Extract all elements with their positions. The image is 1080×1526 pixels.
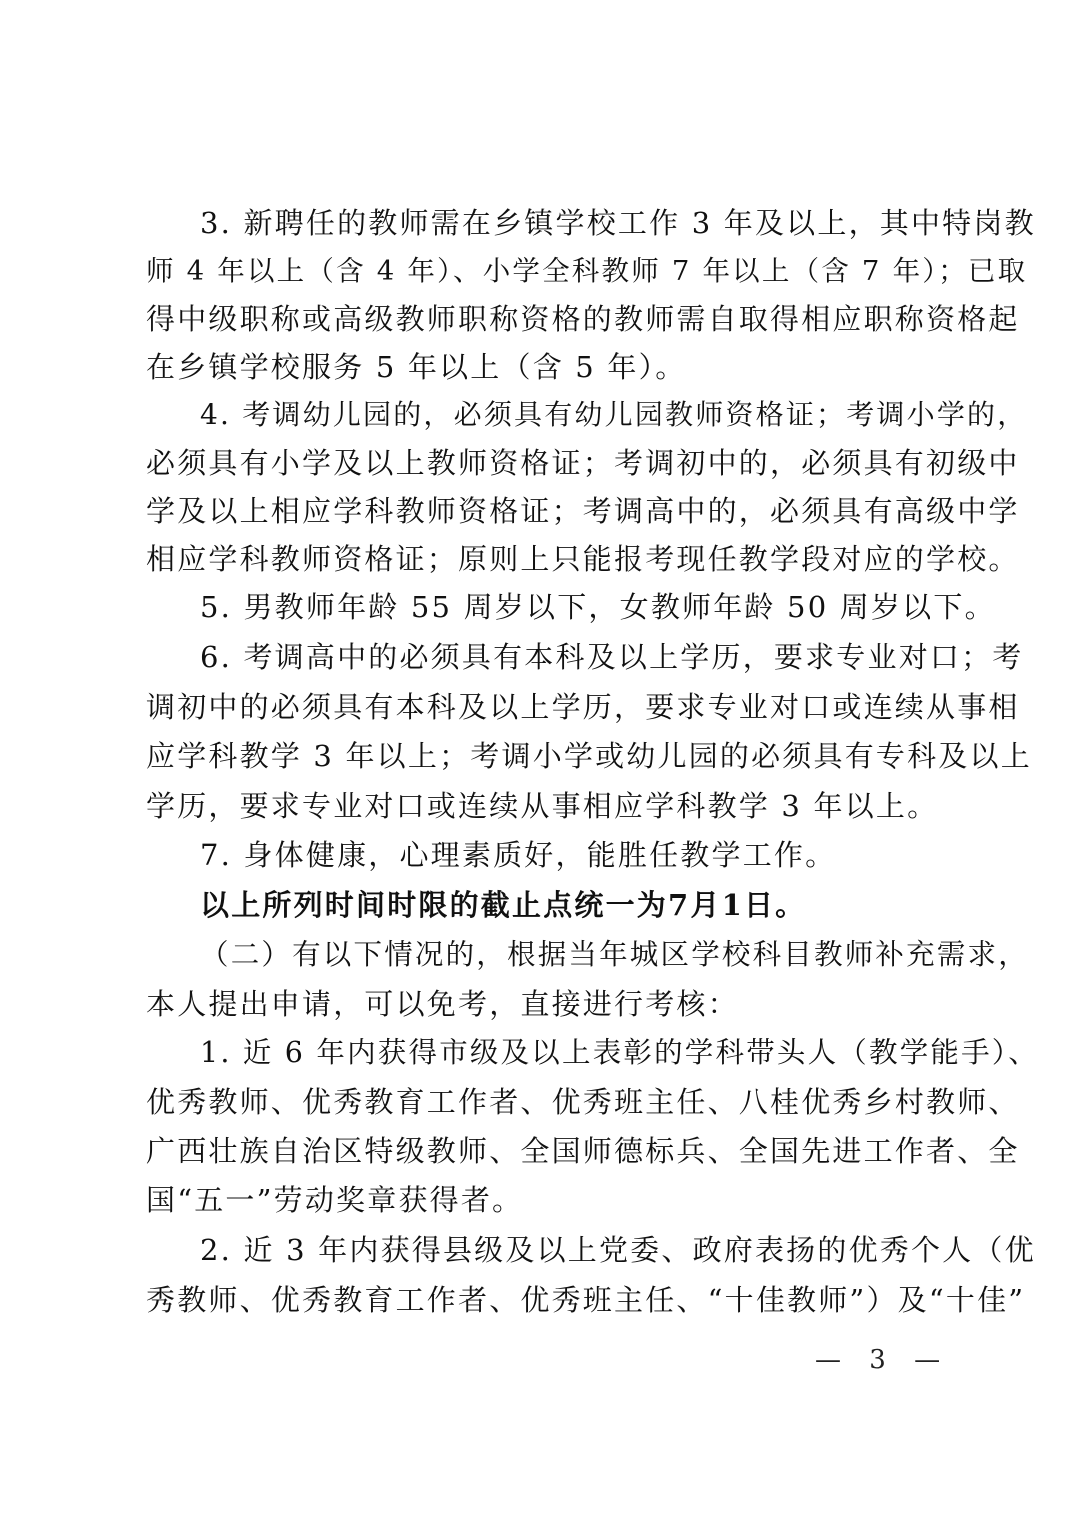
paragraph-3-line-2: 师 4 年以上（含 4 年）、小学全科教师 7 年以上（含 7 年）；已取	[146, 255, 1028, 287]
paragraph-6-line-4: 学历，要求专业对口或连续从事相应学科教学 3 年以上。	[146, 789, 939, 823]
paragraph-6-line-3: 应学科教学 3 年以上；考调小学或幼儿园的必须具有专科及以上	[146, 739, 1032, 773]
paragraph-5-line-1: 5. 男教师年龄 55 周岁以下，女教师年龄 50 周岁以下。	[200, 590, 996, 624]
paragraph-4-line-2: 必须具有小学及以上教师资格证；考调初中的，必须具有初级中	[146, 446, 1020, 480]
item-1-line-2: 优秀教师、优秀教育工作者、优秀班主任、八桂优秀乡村教师、	[146, 1085, 1020, 1119]
deadline-note: 以上所列时间时限的截止点统一为7月1日。	[200, 888, 807, 922]
item-1-line-1: 1. 近 6 年内获得市级及以上表彰的学科带头人（教学能手）、	[200, 1036, 1039, 1069]
item-1-line-3: 广西壮族自治区特级教师、全国师德标兵、全国先进工作者、全	[146, 1134, 1020, 1168]
item-1-line-4: 国“五一”劳动奖章获得者。	[146, 1183, 524, 1217]
paragraph-4-line-4: 相应学科教师资格证；原则上只能报考现任教学段对应的学校。	[146, 542, 1020, 576]
page-number: — 3 —	[815, 1345, 951, 1375]
paragraph-6-line-2: 调初中的必须具有本科及以上学历，要求专业对口或连续从事相	[146, 690, 1020, 724]
paragraph-3-line-1: 3. 新聘任的教师需在乡镇学校工作 3 年及以上，其中特岗教	[200, 206, 1036, 240]
paragraph-4-line-3: 学及以上相应学科教师资格证；考调高中的，必须具有高级中学	[146, 494, 1020, 528]
item-2-line-2: 秀教师、优秀教育工作者、优秀班主任、“十佳教师”）及“十佳”	[146, 1283, 1026, 1317]
section-2-line-1: （二）有以下情况的，根据当年城区学校科目教师补充需求，	[200, 938, 1029, 971]
section-2-line-2: 本人提出申请，可以免考，直接进行考核：	[146, 987, 739, 1021]
paragraph-4-line-1: 4. 考调幼儿园的，必须具有幼儿园教师资格证；考调小学的，	[200, 398, 1028, 431]
item-2-line-1: 2. 近 3 年内获得县级及以上党委、政府表扬的优秀个人（优	[200, 1233, 1036, 1267]
paragraph-3-line-3: 得中级职称或高级教师职称资格的教师需自取得相应职称资格起	[146, 302, 1020, 336]
paragraph-7-line-1: 7. 身体健康，心理素质好，能胜任教学工作。	[200, 838, 837, 872]
paragraph-6-line-1: 6. 考调高中的必须具有本科及以上学历，要求专业对口；考	[200, 640, 1024, 674]
paragraph-3-line-4: 在乡镇学校服务 5 年以上（含 5 年）。	[146, 350, 687, 384]
